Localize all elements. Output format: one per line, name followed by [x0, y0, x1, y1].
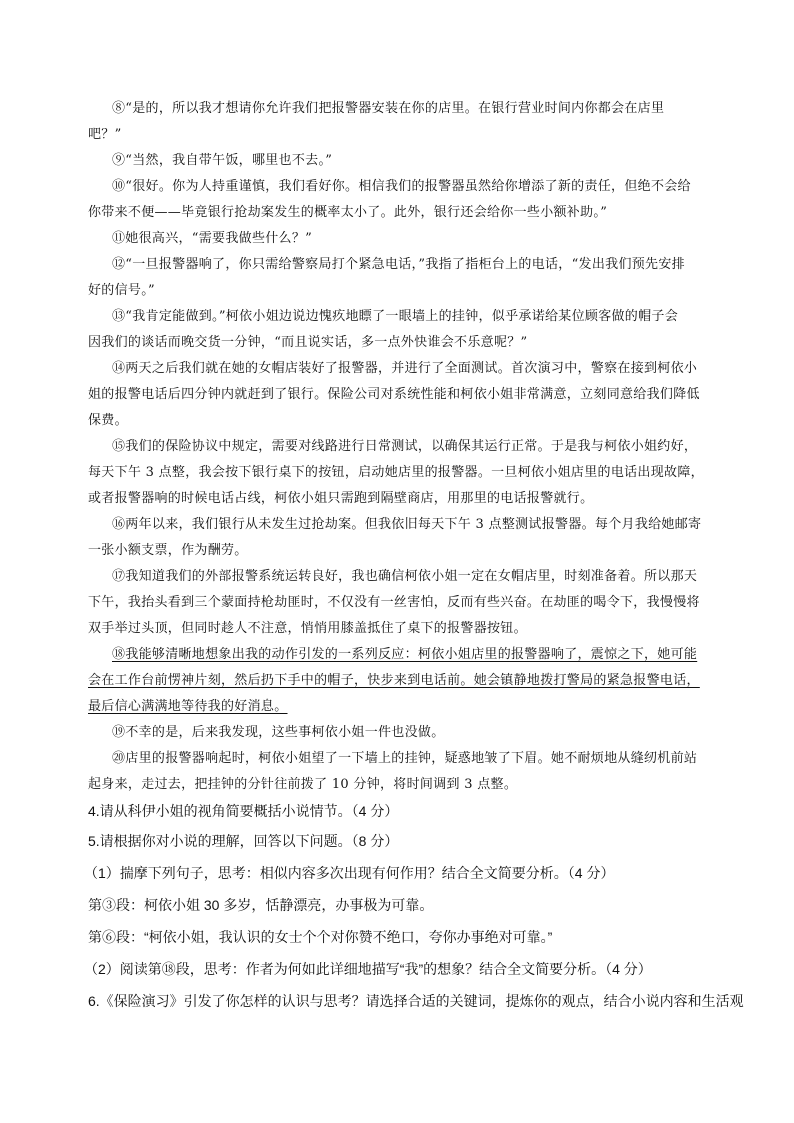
text-line: ⑰我知道我们的外部报警系统运转良好，我也确信柯依小姐一定在女帽店里，时刻准备着。所以那天 — [112, 569, 698, 584]
text-line: ⑪她很高兴，“需要我做些什么？” — [112, 231, 313, 246]
question-4: 4.请从科伊小姐的视角简要概括小说情节。（4 分） — [88, 803, 399, 819]
text-line: ⑮我们的保险协议中规定，需要对线路进行日常测试，以确保其运行正常。于是我与柯依小姐约好， — [112, 439, 698, 454]
text-line: 或者报警器响的时候电话占线，柯依小姐只需跑到隔壁商店，用那里的电话报警就行。 — [88, 491, 594, 506]
question-5: 5.请根据你对小说的理解，回答以下问题。（8 分） — [88, 833, 399, 849]
text-line: ⑩“很好。你为人持重谨慎，我们看好你。相信我们的报警器虽然给你增添了新的责任，但绝不会给 — [112, 179, 691, 194]
paragraph-13 — [88, 304, 728, 356]
text-line: 起身来，走过去，把挂钟的分针往前拨了 10 分钟，将时间调到 3 点整。 — [88, 777, 518, 792]
text-line: ⑳店里的报警器响起时，柯依小姐望了一下墙上的挂钟，疑惑地皱了下眉。她不耐烦地从缝纫机前站 — [112, 751, 698, 766]
text-line: ⑫“一旦报警器响了，你只需给警察局打个紧急电话，”我指了指柜台上的电话，“发出我们预先安排 — [112, 257, 685, 272]
text-line: ⑧“是的，所以我才想请你允许我们把报警器安装在你的店里。在银行营业时间内你都会在店里 — [112, 101, 665, 116]
text-line: 每天下午 3 点整，我会按下银行桌下的按钮，启动她店里的报警器。一旦柯依小姐店里的电话出现故障， — [88, 465, 704, 480]
text-line: ⑲不幸的是，后来我发现，这些事柯依小姐一件也没做。 — [112, 725, 445, 740]
quote-paragraph-6: 第⑥段：“柯依小姐，我认识的女士个个对你赞不绝口，夸你办事绝对可靠。” — [88, 929, 553, 945]
paragraph-8 — [88, 96, 728, 148]
underlined-text-line: ⑱我能够清晰地想象出我的动作引发的一系列反应：柯依小姐店里的报警器响了，震惊之下，她可能 — [112, 647, 698, 662]
text-line: 你带来不便——毕竟银行抢劫案发生的概率太小了。此外，银行还会给你一些小额补助。” — [88, 205, 608, 220]
paragraph-9 — [88, 148, 728, 174]
paragraph-19 — [88, 720, 728, 746]
paragraph-18 — [88, 642, 728, 720]
text-line: 因我们的谈话而晚交货一分钟，“而且说实话，多一点外快谁会不乐意呢？” — [88, 335, 528, 350]
text-line: ⑨“当然，我自带午饭，哪里也不去。” — [112, 153, 333, 168]
paragraph-12 — [88, 252, 728, 304]
paragraph-11 — [88, 226, 728, 252]
paragraph-20 — [88, 746, 728, 798]
text-line: 姐的报警电话后四分钟内就赶到了银行。保险公司对系统性能和柯依小姐非常满意，立刻同意给我们降低 — [88, 387, 700, 402]
underlined-text-line: 会在工作台前愣神片刻，然后扔下手中的帽子，快步来到电话前。她会镇静地拨打警局的紧急报警电话， — [88, 673, 700, 688]
question-5-part-2: （2）阅读第⑱段，思考：作者为何如此详细地描写“我”的想象？结合全文简要分析。（4 分） — [84, 961, 652, 977]
underlined-text-line: 最后信心满满地等待我的好消息。 — [88, 699, 288, 714]
question-5-part-1: （1）揣摩下列句子，思考：相似内容多次出现有何作用？结合全文简要分析。（4 分） — [84, 865, 615, 881]
text-line: 下午，我抬头看到三个蒙面持枪劫匪时，不仅没有一丝害怕，反而有些兴奋。在劫匪的喝令下，我慢慢将 — [88, 595, 700, 610]
text-line: ⑯两年以来，我们银行从未发生过抢劫案。但我依旧每天下午 3 点整测试报警器。每个月我给她邮寄 — [112, 517, 702, 532]
paragraph-10 — [88, 174, 728, 226]
text-line: 好的信号。” — [88, 283, 155, 298]
text-line: 双手举过头顶，但同时趁人不注意，悄悄用膝盖抵住了桌下的报警器按钮。 — [88, 621, 527, 636]
paragraph-17 — [88, 564, 728, 642]
text-line: 吧？” — [88, 127, 122, 142]
text-line: 保费。 — [88, 413, 128, 428]
question-6: 6.《保险演习》引发了你怎样的认识与思考？请选择合适的关键词，提炼你的观点，结合小说内容和生活观 — [88, 993, 744, 1009]
paragraph-15 — [88, 434, 728, 512]
paragraph-14 — [88, 356, 728, 434]
text-line: ⑬“我肯定能做到。”柯依小姐边说边愧疚地瞟了一眼墙上的挂钟，似乎承诺给某位顾客做的帽子会 — [112, 309, 678, 324]
paragraph-16 — [88, 512, 728, 564]
text-line: 一张小额支票，作为酬劳。 — [88, 543, 248, 558]
text-line: ⑭两天之后我们就在她的女帽店装好了报警器，并进行了全面测试。首次演习中，警察在接到柯依小 — [112, 361, 698, 376]
quote-paragraph-3: 第③段：柯依小姐 30 多岁，恬静漂亮，办事极为可靠。 — [88, 897, 434, 913]
